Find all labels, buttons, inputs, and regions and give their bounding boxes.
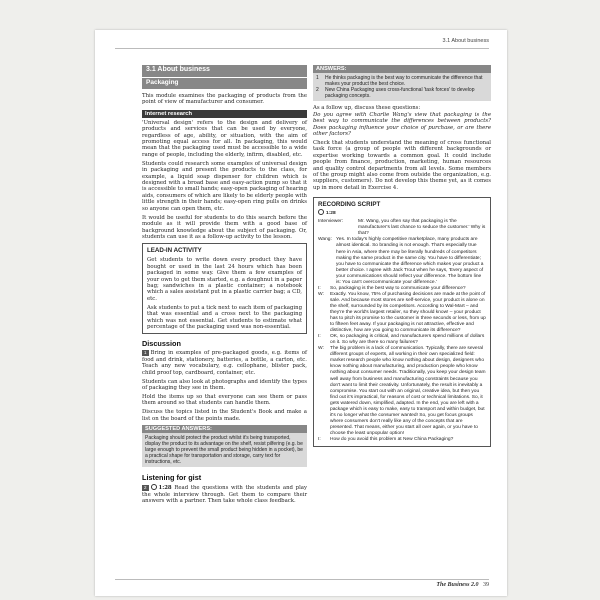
- speaker: W:: [318, 346, 324, 352]
- script-body: [318, 219, 486, 443]
- discussion-p3: Hold the items up so that everyone can see them or pass them around so that students can handle them.: [142, 394, 307, 407]
- listening-instructions: Read the questions with the students and play the whole interview through. Get them to compare their answers with a partner. Then take whole class feedback.: [142, 485, 308, 505]
- answer-text: He thinks packaging is the best way to communicate the difference that makes your product the best choice.: [325, 75, 483, 88]
- answer-number: 2: [316, 87, 319, 94]
- follow-up-questions: Do you agree with Charlie Wang's view that packaging is the best way to communicate the differences between products? Does packaging influence your choice of purchase, or are there other factors?: [313, 111, 491, 137]
- page-footer: [436, 582, 489, 588]
- recording-track-number: 1:28: [326, 211, 336, 217]
- speaker: I:: [318, 285, 321, 291]
- discussion-p2: Students can also look at photographs and identify the types of packaging they see in them.: [142, 378, 307, 391]
- discussion-heading: Discussion: [142, 339, 181, 349]
- speech: Yes. In today's highly competitive marketplace, many products are almost identical. So branding is not enough. That's especially true here in Asia, where there may be literally hundreds of competitors making the same product in the same city. You have to differentiate; you have to communicate the difference which makes your product a better choice. I agree with Jack Trout when he says, 'Every aspect of your communications should reflect your difference. The bottom line is: You can't overcommunicate your difference.': [336, 237, 484, 285]
- book-brand: The Business 2.0: [436, 582, 479, 588]
- internet-research-p1: 'Universal design' refers to the design and delivery of products and services that can be used by everyone, regardless of age, ability, or situation, with the aim of promoting equal access for all. In packaging, this would mean that the packaging used must be accessible to a wide range of people, including the elderly, infirm, disabled, etc.: [142, 119, 307, 158]
- follow-up-p2: Check that students understand the meaning of cross functional task force (a group of people with different backgrounds or expertise working towards a common goal. It could include people from finance, production, marketing, human resources and quality control departments from all levels. Some members of the group might also come from outside the organization, e.g. suppliers, customers). Do not develop this theme yet, as it comes up in more detail in Exercise 4.: [313, 140, 491, 191]
- speech: Exactly. You know, 75% of purchasing decisions are made at the point of sale. And because most stores are self-service, your product is alone on the shelf, surrounded by its competitors. According to Wal-Mart – and they're the world's largest retailer, so they should know! – your product has to pitch its promise to the customer in three seconds or less, from up to fifteen feet away. If your packaging is not attractive, effective and distinctive, how are you going to communicate its difference?: [330, 291, 486, 334]
- discussion-p1-text: Bring in examples of pre-packaged goods, e.g. items of food and drink, stationery, batteries, a bottle, a carton, etc. Teach any new vocabulary, e.g. cellophane, blister pack, child proof top, cardboard, container, etc.: [142, 350, 307, 376]
- lead-in-title: LEAD-IN ACTIVITY: [147, 247, 202, 255]
- right-column: [313, 65, 491, 447]
- speech: Mr. Wang, you often say that packaging is 'the manufacturer's last chance to seduce the customer.' Why is that?: [358, 219, 486, 237]
- answer-number: 1: [316, 75, 319, 81]
- internet-research-heading: Internet research: [142, 110, 307, 118]
- follow-up-intro: As a follow up, discuss these questions:: [313, 105, 421, 112]
- answer-text: New China Packaging uses cross-functional 'task forces' to develop packaging concepts.: [325, 87, 475, 100]
- audio-cd-icon: [318, 209, 324, 215]
- answer-item: [316, 87, 488, 99]
- script-line: [318, 346, 486, 437]
- script-line: [318, 237, 486, 285]
- footer-rule: [115, 579, 489, 580]
- exercise-number-badge: 2: [144, 485, 147, 491]
- script-line: [318, 334, 486, 346]
- book-page: [95, 30, 507, 596]
- speech: OK, so packaging is critical, and manufacturers spend millions of dollars on it. So why are there so many failures?: [330, 334, 485, 346]
- lead-in-box: [142, 243, 307, 334]
- script-line: [318, 219, 486, 237]
- discussion-p1: [142, 350, 307, 376]
- discussion-p4: Discuss the topics listed in the Student's Book and make a list on the board of the points made.: [142, 409, 307, 422]
- lead-in-p2: Ask students to put a tick next to each item of packaging that was essential and a cross next to the packaging which was not essential. Get students to estimate what percentage of the packaging used was non-essential.: [147, 304, 302, 330]
- speaker: Interviewer:: [318, 219, 344, 225]
- speech: The big problem is a lack of communication. Typically, there are several different groups of experts, all working in their own specialized field: market research people who know nothing about design, designers who know nothing about manufacturing, and production people who know nothing about consumer needs. Traditionally, you keep your design team well away from business and manufacturing constraints because you don't want to limit their creativity. Unfortunately, the result is inevitably a compromise. You start out with an original, creative idea, but then you find out it's impractical, for reasons of cost or technical limitations. So, it gets watered down, simplified, adapted. In the end, you are left with a package which is easy to make, easy to transport and within budget, but it's no longer what the consumer wanted! So, you get focus groups where consumers don't really like any of the concepts that are presented. That means, either you start all over again, or you have to choose the least unpopular option!: [330, 346, 486, 436]
- internet-research-p2: Students could research some examples of universal design in packaging and present the products to the class, for example, a liquid soap dispenser for children which is designed with a broad base and easy-action pump so that it is accessible to small hands; easy-open packaging of hearing aids, consumers of which are likely to be elderly people with little strength in their hands; easy-open ring pulls on drinks so anyone can open them, etc.: [142, 160, 307, 212]
- suggested-answers-text: Packaging should protect the product whilst it's being transported, display the product to its advantage on the shelf, resist pilfering (e.g. be large enough to prevent the small product being hidden in a pocket), be a practical shape for transportation and storage, carry text for instructions, etc.: [142, 433, 307, 467]
- exercise-number-badge: 1: [144, 350, 147, 356]
- answers-label: ANSWERS:: [313, 65, 491, 73]
- answer-item: [316, 75, 488, 87]
- speaker: Wang:: [318, 237, 332, 243]
- suggested-answers-label: SUGGESTED ANSWERS:: [142, 425, 307, 433]
- lead-in-p1: Get students to write down every product they have bought or used in the last 24 hours which has been packaged in some way. Give them a few examples of your own to get them started, e.g. a doughnut in a paper bag; sandwiches in a plastic container; a notebook which a sales assistant put in a plastic carrier bag; a CD, etc.: [147, 257, 302, 302]
- page-number: 39: [483, 582, 489, 588]
- recording-track: [318, 209, 486, 217]
- listening-heading: Listening for gist: [142, 473, 202, 483]
- recording-script-box: [313, 197, 491, 447]
- answers-box: [313, 73, 491, 101]
- speech: How do you avoid this problem at New China Packaging?: [330, 436, 454, 442]
- speech: So, packaging is the best way to communicate your difference?: [330, 285, 466, 291]
- speaker: I:: [318, 334, 321, 340]
- header-rule: [115, 48, 489, 49]
- speaker: I:: [318, 436, 321, 442]
- internet-research-p3: It would be useful for students to do this search before the module as it will provide them with a good base of background knowledge about the subject of packaging. Or, students can use it as a follow-up activity to the lesson.: [142, 214, 307, 240]
- running-head: 3.1 About business: [442, 38, 489, 44]
- listening-track: 1:28: [158, 485, 172, 492]
- recording-title: RECORDING SCRIPT: [318, 201, 381, 209]
- left-column: [142, 65, 307, 507]
- audio-cd-icon: [151, 484, 157, 490]
- listening-text: [142, 484, 307, 504]
- script-line: [318, 292, 486, 334]
- intro-text: This module examines the packaging of products from the point of view of manufacturer and consumer.: [142, 93, 307, 106]
- script-line: [318, 437, 486, 443]
- section-title: 3.1 About business: [142, 65, 307, 77]
- speaker: W:: [318, 291, 324, 297]
- section-subtitle: Packaging: [142, 78, 307, 89]
